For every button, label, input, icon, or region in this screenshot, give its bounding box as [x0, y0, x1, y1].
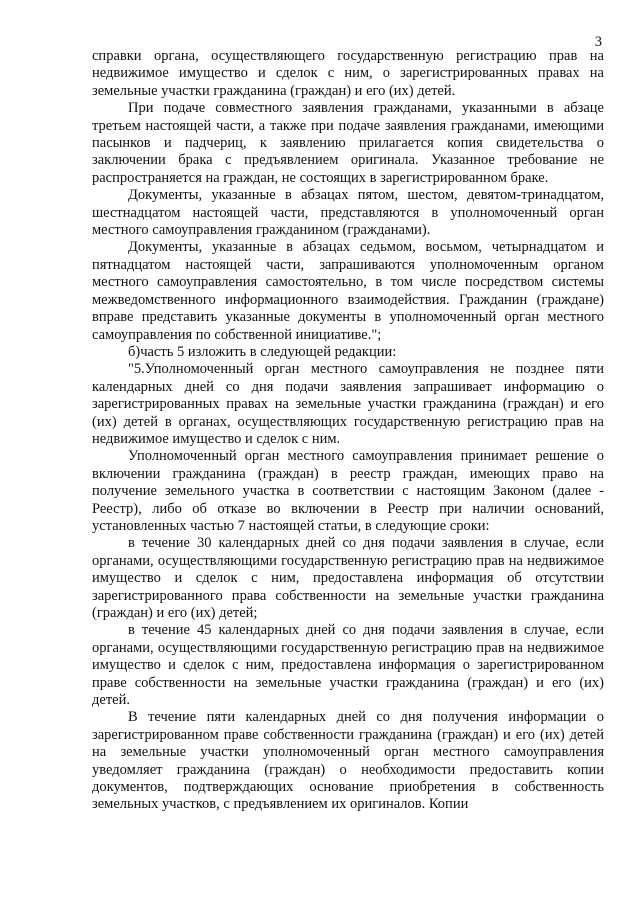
paragraph-4: Документы, указанные в абзацах седьмом, восьмом, четырнадцатом и пятнадцатом настоящей части, запрашиваются уполномоченным органом местного самоуправления самостоятельно, в том числе посредством системы межведомственного информационного взаимодействия. Гражданин (граждане) вправе представить указанные документы в уполномоченный орган местного самоуправления по собственной инициативе.";: [92, 239, 604, 343]
paragraph-6: "5.Уполномоченный орган местного самоуправления не позднее пяти календарных дней со дня подачи заявления запрашивает информацию о зарегистрированных правах на земельные участки гражданина (граждан) и его (их) детей в органах, осуществляющих государственную регистрацию прав на недвижимое имущество и сделок с ним.: [92, 361, 604, 447]
page-number: 3: [594, 34, 602, 50]
paragraph-9: в течение 45 календарных дней со дня подачи заявления в случае, если органами, осуществляющими государственную регистрацию прав на недвижимое имущество и сделок с ним, предоставлена информация о зарегистрированном праве собственности на земельные участки гражданина (граждан) и его (их) детей.: [92, 622, 604, 709]
paragraph-10: В течение пяти календарных дней со дня получения информации о зарегистрированном праве собственности гражданина (граждан) и его (их) детей на земельные участки уполномоченный орган местного самоуправления уведомляет гражданина (граждан) о необходимости предоставить копии документов, подтверждающих основание приобретения в собственность земельных участков, с предъявлением их оригиналов. Копии: [92, 709, 604, 813]
paragraph-3: Документы, указанные в абзацах пятом, шестом, девятом-тринадцатом, шестнадцатом настоящей части, представляются в уполномоченный орган местного самоуправления гражданином (гражданами).: [92, 187, 604, 239]
paragraph-1: справки органа, осуществляющего государственную регистрацию прав на недвижимое имущество и сделок с ним, о зарегистрированных правах на земельные участки гражданина (граждан) и его (их) детей.: [92, 48, 604, 99]
paragraph-8: в течение 30 календарных дней со дня подачи заявления в случае, если органами, осуществляющими государственную регистрацию прав на недвижимое имущество и сделок с ним, предоставлена информация об отсутствии зарегистрированного права собственности на земельные участки гражданина (граждан) и его (их) детей;: [92, 535, 604, 621]
paragraph-5: б)часть 5 изложить в следующей редакции:: [128, 343, 397, 360]
paragraph-7: Уполномоченный орган местного самоуправления принимает решение о включении гражданина (граждан) в реестр граждан, имеющих право на получение земельного участка в соответствии с настоящим Законом (далее - Реестр), либо об отказе во включении в Реестр при наличии оснований, установленных частью 7 настоящей статьи, в следующие сроки:: [92, 448, 604, 534]
paragraph-2: При подаче совместного заявления гражданами, указанными в абзаце третьем настоящей части, а также при подаче заявления гражданами, имеющими пасынков и падчериц, к заявлению прилагается копия свидетельства о заключении брака с предъявлением оригинала. Указанное требование не распространяется на граждан, не состоящих в зарегистрированном браке.: [92, 100, 604, 186]
document-body: [92, 48, 604, 814]
